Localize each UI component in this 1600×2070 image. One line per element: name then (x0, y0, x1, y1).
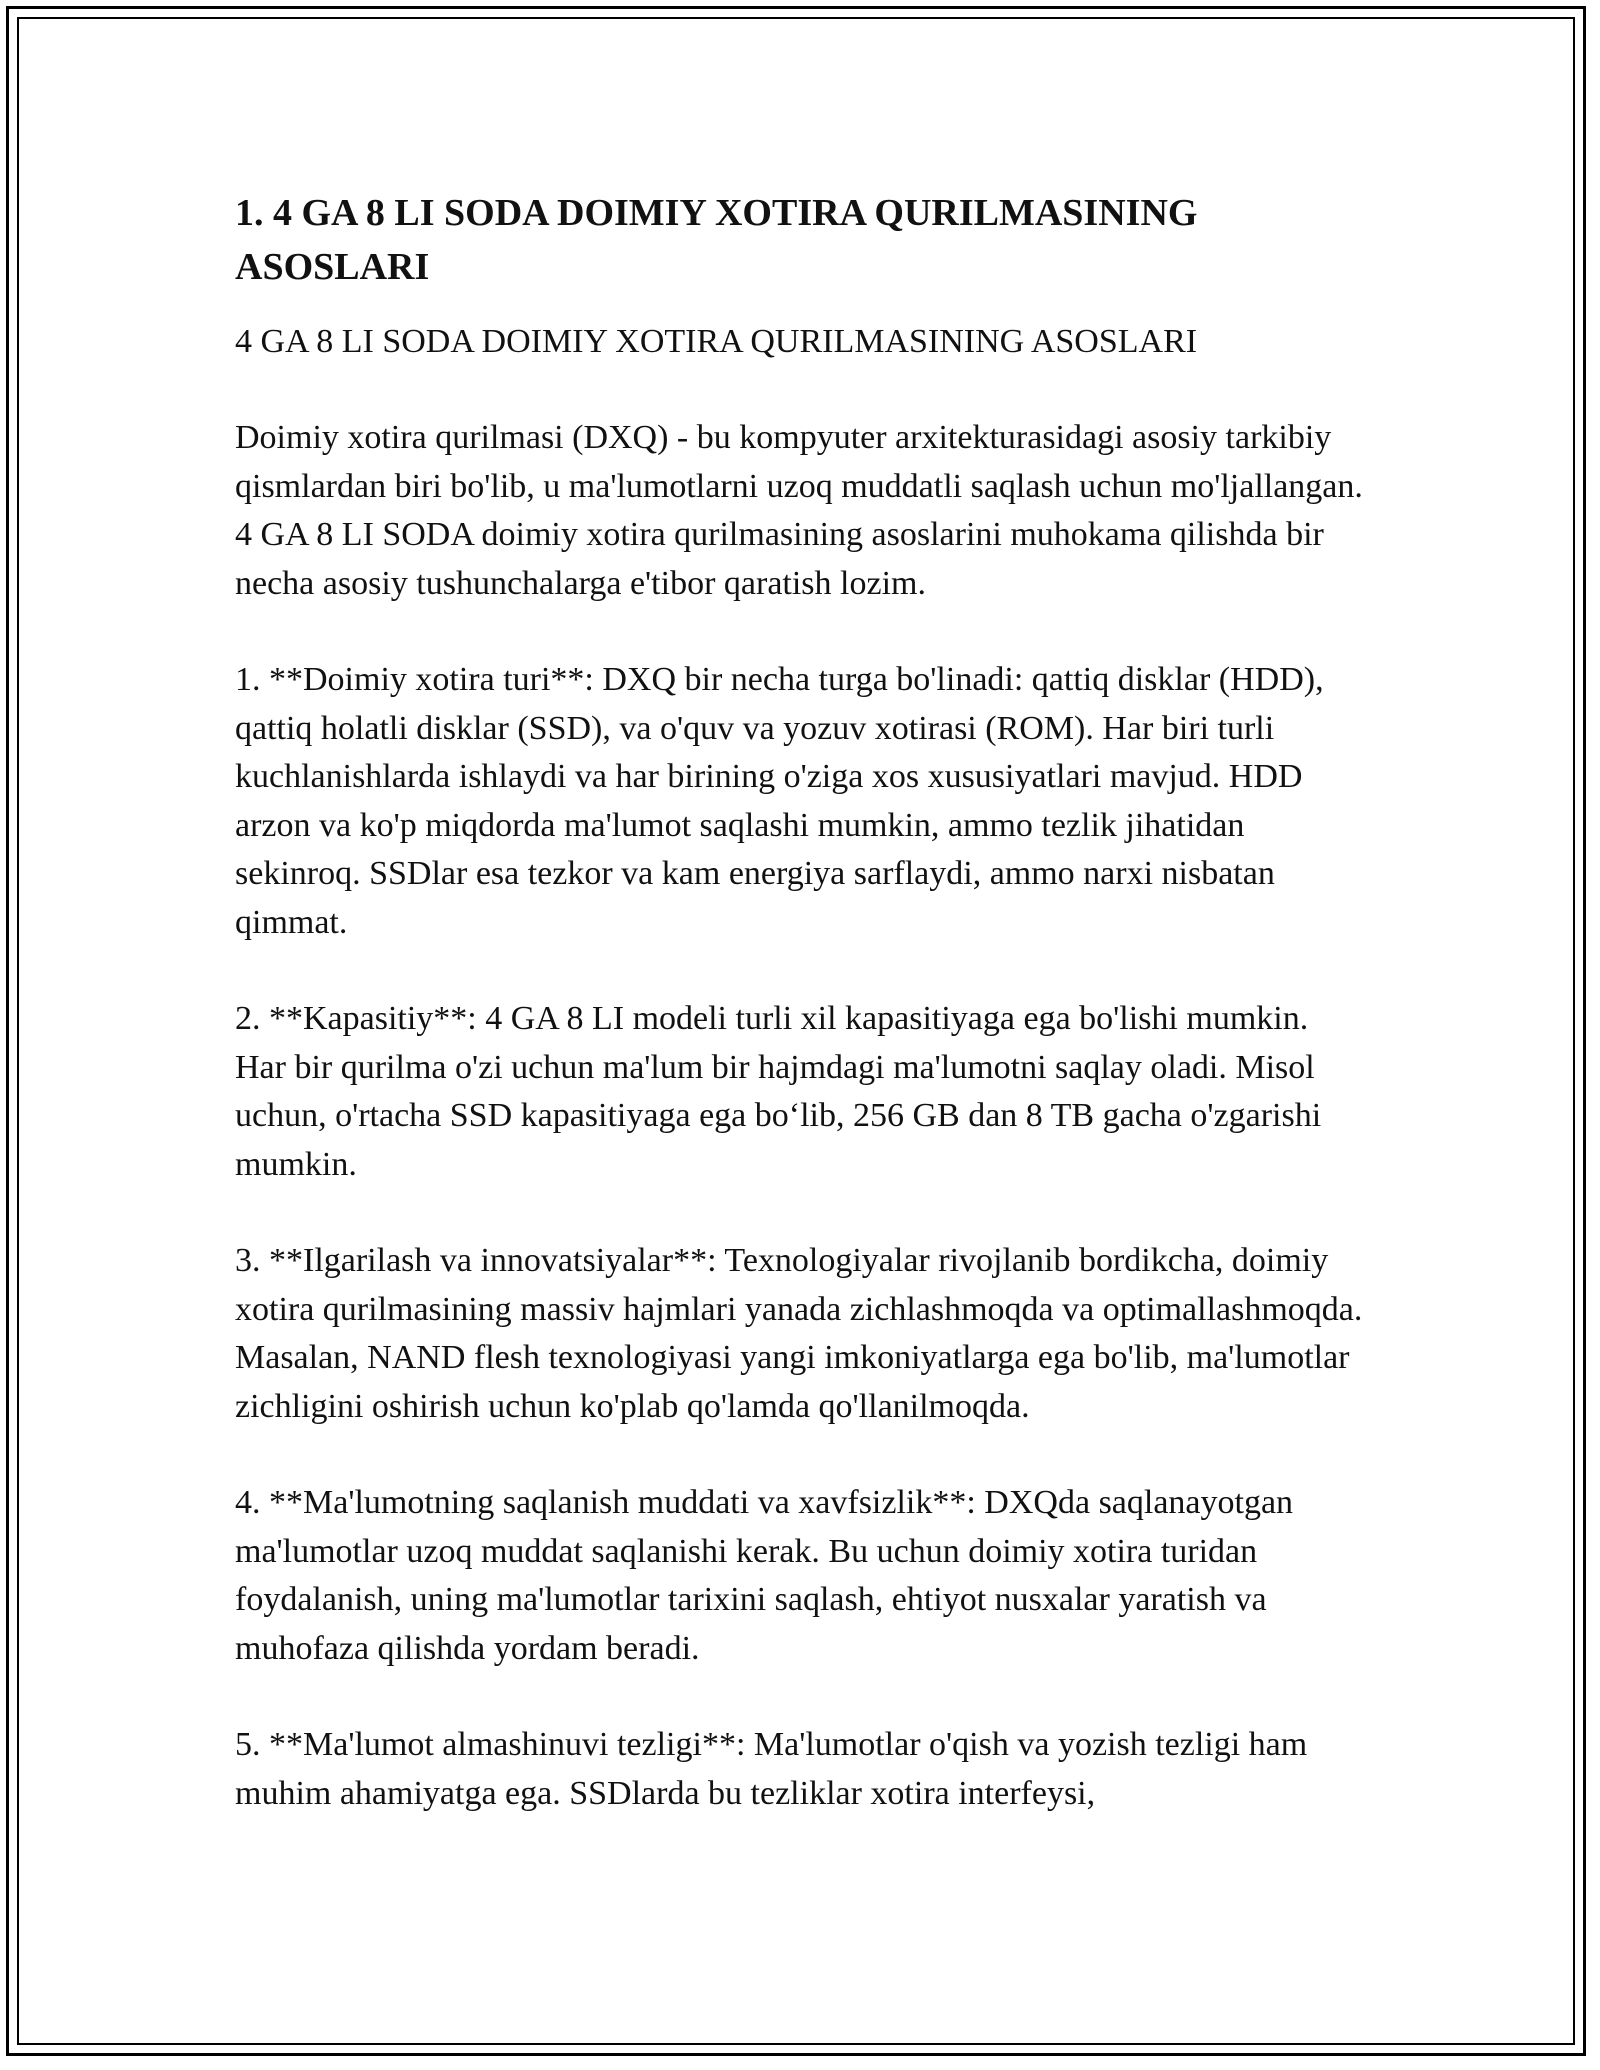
document-subtitle: 4 GA 8 LI SODA DOIMIY XOTIRA QURILMASINING ASOSLARI (235, 323, 1198, 360)
paragraph-retention-security: 4. **Ma'lumotning saqlanish muddati va xavfsizlik**: DXQda saqlanayotgan ma'lumotlar uzoq muddat saqlanishi kerak. Bu uchun doimiy xotira turidan foydalanish, uning ma'lumotlar tarixini saqlash, ehtiyot nusxalar yaratish va muhofaza qilishda yordam beradi. (235, 1484, 1294, 1667)
intro-paragraph: Doimiy xotira qurilmasi (DXQ) - bu kompyuter arxitekturasidagi asosiy tarkibiy qismlardan biri bo'lib, u ma'lumotlarni uzoq muddatli saqlash uchun mo'ljallangan. 4 GA 8 LI SODA doimiy xotira qurilmasining asoslarini muhokama qilishda bir necha asosiy tushunchalarga e'tibor qaratish lozim. (235, 419, 1363, 602)
paragraph-storage-types: 1. **Doimiy xotira turi**: DXQ bir necha turga bo'linadi: qattiq disklar (HDD), qattiq holatli disklar (SSD), va o'quv va yozuv xotirasi (ROM). Har biri turli kuchlanishlarda ishlaydi va har birining o'ziga xos xususiyatlari mavjud. HDD arzon va ko'p miqdorda ma'lumot saqlashi mumkin, ammo tezlik jihatidan sekinroq. SSDlar esa tezkor va kam energiya sarflaydi, ammo narxi nisbatan qimmat. (235, 661, 1324, 941)
document-body (235, 186, 1365, 1866)
document-title: 1. 4 GA 8 LI SODA DOIMIY XOTIRA QURILMASINING ASOSLARI (235, 192, 1198, 288)
paragraph-capacity: 2. **Kapasitiy**: 4 GA 8 LI modeli turli xil kapasitiyaga ega bo'lishi mumkin. Har bir qurilma o'zi uchun ma'lum bir hajmdagi ma'lumotni saqlay oladi. Misol uchun, o'rtacha SSD kapasitiyaga ega bo‘lib, 256 GB dan 8 TB gacha o'zgarishi mumkin. (235, 1000, 1322, 1183)
paragraph-transfer-speed: 5. **Ma'lumot almashinuvi tezligi**: Ma'lumotlar o'qish va yozish tezligi ham muhim ahamiyatga ega. SSDlarda bu tezliklar xotira interfeysi, (235, 1726, 1308, 1812)
paragraph-innovations: 3. **Ilgarilash va innovatsiyalar**: Texnologiyalar rivojlanib bordikcha, doimiy xotira qurilmasining massiv hajmlari yanada zichlashmoqda va optimallashmoqda. Masalan, NAND flesh texnologiyasi yangi imkoniyatlarga ega bo'lib, ma'lumotlar zichligini oshirish uchun ko'plab qo'lamda qo'llanilmoqda. (235, 1242, 1363, 1425)
